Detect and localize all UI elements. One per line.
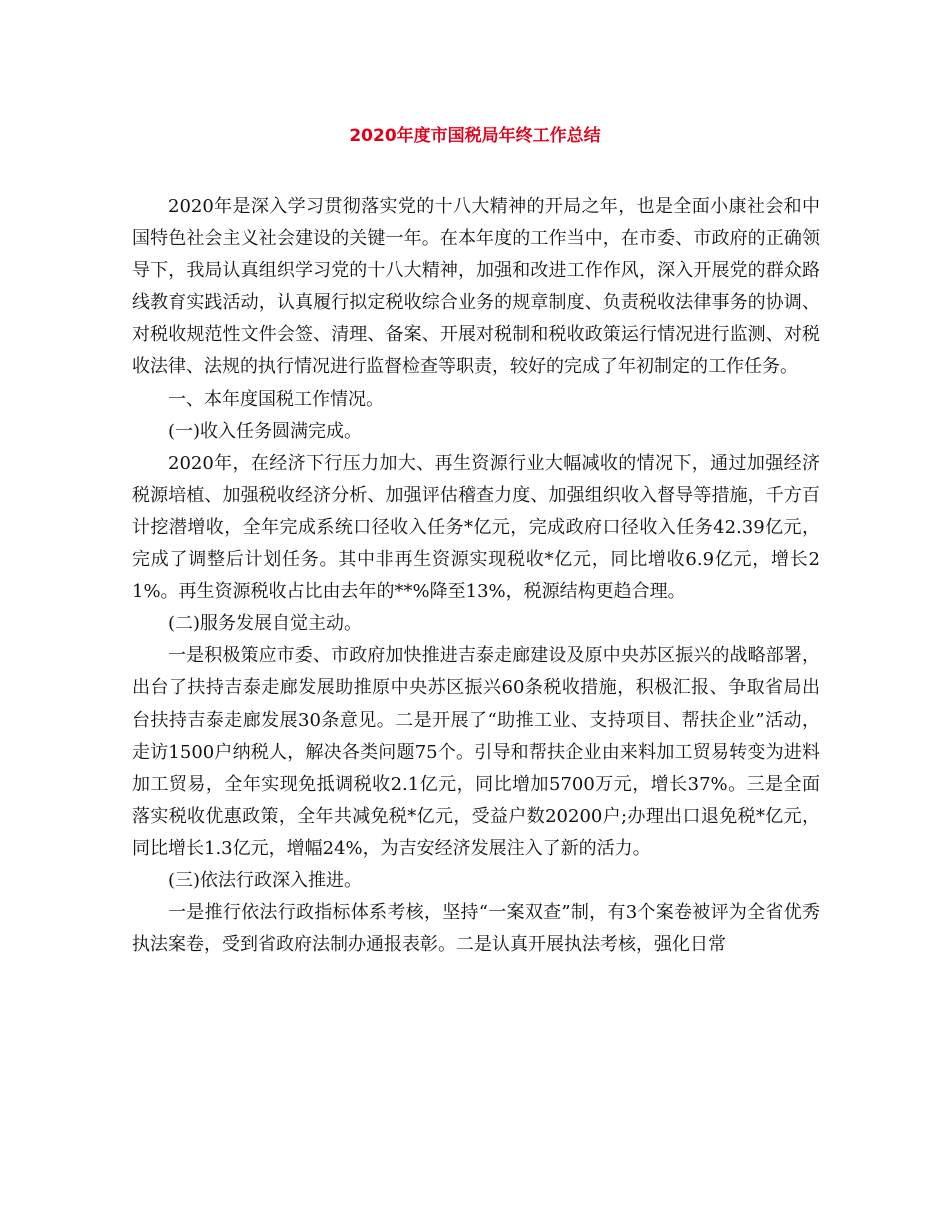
paragraph-intro: 2020年是深入学习贯彻落实党的十八大精神的开局之年，也是全面小康社会和中国特色社会主义社会建设的关键一年。在本年度的工作当中，在市委、市政府的正确领导下，我局认真组织学习党的十八大精神，加强和改进工作作风，深入开展党的群众路线教育实践活动，认真履行拟定税收综合业务的规章制度、负责税收法律事务的协调、对税收规范性文件会签、清理、备案、开展对税制和税收政策运行情况进行监测、对税收法律、法规的执行情况进行监督检查等职责，较好的完成了年初制定的工作任务。 <box>132 196 820 378</box>
section-heading-1: 一、本年度国税工作情况。 <box>168 388 384 410</box>
subsection-heading-1: (一)收入任务圆满完成。 <box>168 420 363 442</box>
document-title: 2020年度市国税局年终工作总结 <box>349 126 601 146</box>
paragraph-service: 一是积极策应市委、市政府加快推进吉泰走廊建设及原中央苏区振兴的战略部署，出台了扶持吉泰走廊发展助推原中央苏区振兴60条税收措施，积极汇报、争取省局出台扶持吉泰走廊发展30条意见。二是开展了“助推工业、支持项目、帮扶企业”活动，走访1500户纳税人，解决各类问题75个。引导和帮扶企业由来料加工贸易转变为进料加工贸易，全年实现免抵调税收2.1亿元，同比增加5700万元，增长37%。三是全面落实税收优惠政策，全年共减免税*亿元，受益户数20200户;办理出口退免税*亿元，同比增长1.3亿元，增幅24%，为吉安经济发展注入了新的活力。 <box>132 645 820 859</box>
paragraph-revenue: 2020年，在经济下行压力加大、再生资源行业大幅减收的情况下，通过加强经济税源培植、加强税收经济分析、加强评估稽查力度、加强组织收入督导等措施，千方百计挖潜增收，全年完成系统口径收入任务*亿元，完成政府口径收入任务42.39亿元，完成了调整后计划任务。其中非再生资源实现税收*亿元，同比增收6.9亿元，增长21%。再生资源税收占比由去年的**%降至13%，税源结构更趋合理。 <box>132 452 820 603</box>
subsection-heading-2: (二)服务发展自觉主动。 <box>168 613 363 635</box>
paragraph-law: 一是推行依法行政指标体系考核，坚持“一案双查”制，有3个案卷被评为全省优秀执法案卷，受到省政府法制办通报表彰。二是认真开展执法考核，强化日常 <box>132 902 820 956</box>
subsection-heading-3: (三)依法行政深入推进。 <box>168 869 363 891</box>
document-body <box>132 191 820 961</box>
